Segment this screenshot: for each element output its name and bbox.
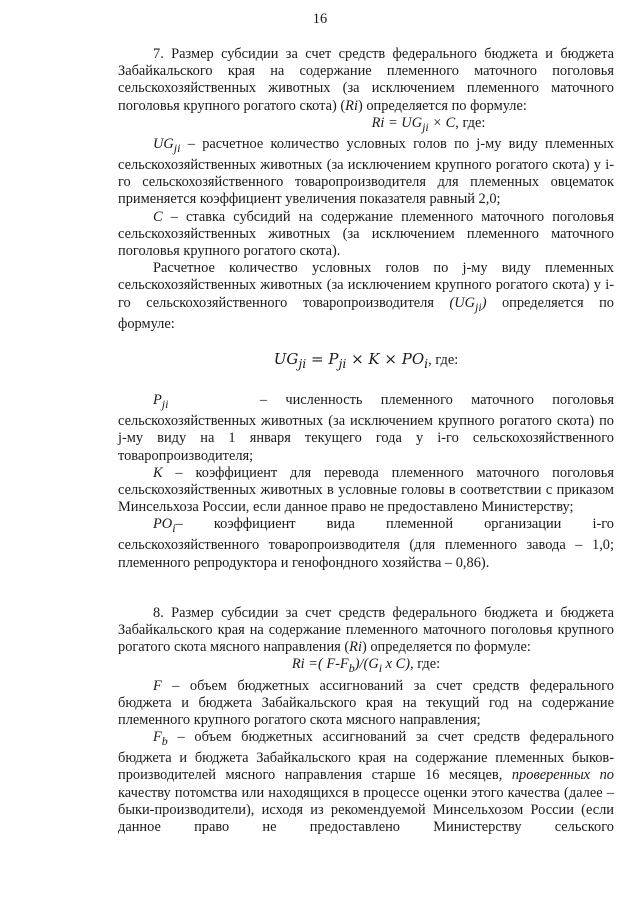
page-number: 16 xyxy=(312,11,328,27)
definition-p-rest: сельскохозяйственных животных (за исключением крупного рогатого скота) по j-му виду на 1 января текущего года у i-го сельскохозяйственного товаропроизводителя; xyxy=(118,413,614,464)
definition-ug: $UG_{ji}$ – расчетное количество условных голов по j-му виду племенных сельскохозяйственных животных (за исключением крупного рогатого скота) у i-го сельскохозяйственного товаропроизводителя для племенных овцематок применяется коэффициент увеличения показателя равный 2,0; xyxy=(118,135,614,208)
section7-intro: 7. Размер субсидии за счет средств федерального бюджета и бюджета Забайкальского края на содержание племенного маточного поголовья сельскохозяйственных животных (за исключением племенного маточного поголовья крупного рогатого скота) (Ri) определяется по формуле: xyxy=(118,46,614,114)
formula-ri: $Ri = UG_{ji} \times C$, где: xyxy=(371,114,486,134)
section8-intro: 8. Размер субсидии за счет средств федерального бюджета и бюджета Забайкальского края на содержание племенного маточного поголовья крупного рогатого скота мясного направления (Ri) определяется по формуле: xyxy=(118,604,614,656)
formula-ri-beef: Ri =( $F-F_b)/(G_i$ x C), где: xyxy=(291,656,441,676)
definition-fb: $F_b$ – объем бюджетных ассигнований за счет средств федерального бюджета и бюджета Забайкальского края на содержание племенных быков-производителей мясного направления старше 16 месяцев, проверенных по качеству потомства или находящихся в процессе оценки этого качества (далее – быки-производители), исходя из рекомендуемой Минсельхозом России (если данное право не предоставлено Министерству сельского xyxy=(118,729,614,836)
definition-k: K – коэффициент для перевода племенного маточного поголовья сельскохозяйственных животных в условные головы в соответствии с приказом Минсельхоза России, если данное право не предоставлено Министерству; xyxy=(118,464,614,516)
formula-ug: $UG_{ji} = P_{ji} \times K \times PO_i$, где: xyxy=(273,349,459,371)
paragraph-ug-calc: Расчетное количество условных голов по j-му виду племенных сельскохозяйственных животных (за исключением крупного рогатого скота) у i-го сельскохозяйственного товаропроизводителя $(UG_{ji})$ определяется по формуле: xyxy=(118,260,614,332)
definition-po-first: $PO_i-$ коэффициент вида племенной организации i-го xyxy=(153,516,614,536)
definition-p-first: $P_{ji}$ – численность племенного маточного поголовья xyxy=(153,392,614,411)
definition-c: C – ставка субсидий на содержание племенного маточного поголовья сельскохозяйственных животных (за исключением племенного маточного поголовья крупного рогатого скота). xyxy=(118,208,614,259)
page-content xyxy=(118,46,614,836)
definition-f: F – объем бюджетных ассигнований за счет средств федерального бюджета и бюджета Забайкальского края на текущий год на содержание племенного крупного рогатого скота мясного направления; xyxy=(118,677,614,728)
definition-po-rest: сельскохозяйственного товаропроизводителя (для племенного завода – 1,0; племенного репродуктора и генофондного хозяйства – 0,86). xyxy=(118,537,614,571)
